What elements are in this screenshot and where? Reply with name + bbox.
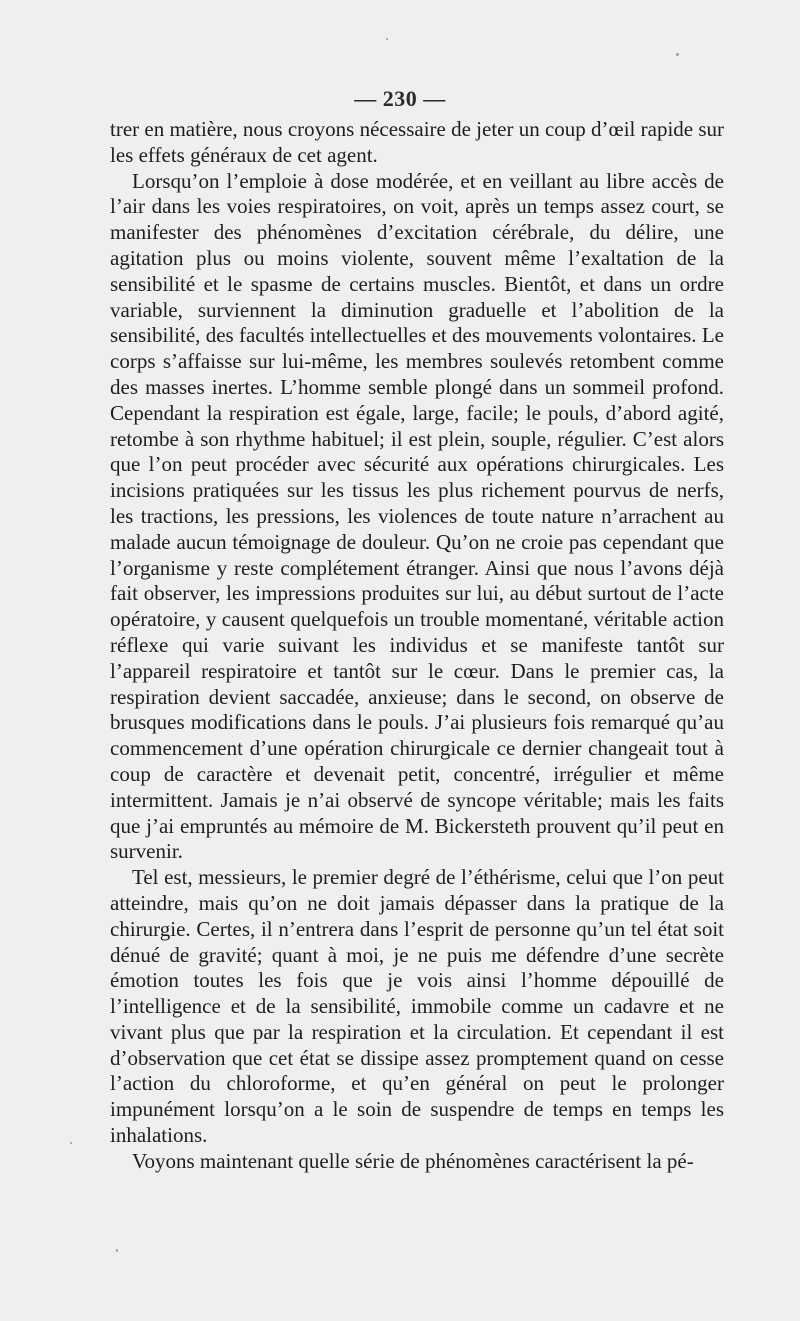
paragraph: trer en matière, nous croyons nécessaire de jeter un coup d’œil rapide sur les effets généraux de cet agent. xyxy=(110,117,725,167)
page-number: — 230 — xyxy=(354,86,446,111)
body-text xyxy=(110,117,724,1175)
paper-speck xyxy=(386,38,388,40)
paragraph: Lorsqu’on l’emploie à dose modérée, et en veillant au libre accès de l’air dans les voies respiratoires, on voit, après un temps assez court, se manifester des phénomènes d’excitation cérébrale, du délire, une agitation plus ou moins violente, souvent même l’exaltation de la sensibilité et le spasme de certains muscles. Bientôt, et dans un ordre variable, surviennent la diminution graduelle et l’abolition de la sensibilité, des facultés intellectuelles et des mouvements volontaires. Le corps s’affaisse sur lui-même, les membres soulevés retombent comme des masses inertes. L’homme semble plongé dans un sommeil profond. Cependant la respiration est égale, large, facile; le pouls, d’abord agité, retombe à son rhythme habituel; il est plein, souple, régulier. C’est alors que l’on peut procéder avec sécurité aux opérations chirurgicales. Les incisions pratiquées sur les tissus les plus richement pourvus de nerfs, les tractions, les pressions, les violences de toute nature n’arrachent au malade aucun témoignage de douleur. Qu’on ne croie pas cependant que l’organisme y reste complétement étranger. Ainsi que nous l’avons déjà fait observer, les impressions produites sur lui, au début surtout de l’acte opératoire, y causent quelquefois un trouble momentané, véritable action réflexe qui varie suivant les individus et se manifeste tantôt sur l’appareil respiratoire et tantôt sur le cœur. Dans le premier cas, la respiration devient saccadée, anxieuse; dans le second, on observe de brusques modifications dans le pouls. J’ai plusieurs fois remarqué qu’au commencement d’une opération chirurgicale ce dernier changeait tout à coup de caractère et devenait petit, concentré, irrégulier et même intermittent. Jamais je n’ai observé de syncope véritable; mais les faits que j’ai empruntés au mémoire de M. Bickersteth prouvent qu’il peut en survenir. xyxy=(110,168,724,864)
paragraph: Voyons maintenant quelle série de phénomènes caractérisent la pé- xyxy=(132,1148,694,1173)
paper-speck xyxy=(676,53,679,56)
paper-speck xyxy=(70,1142,72,1144)
paragraph: Tel est, messieurs, le premier degré de l’éthérisme, celui que l’on peut atteindre, mais qu’on ne doit jamais dépasser dans la pratique de la chirurgie. Certes, il n’entrera dans l’esprit de personne qu’un tel état soit dénué de gravité; quant à moi, je ne puis me défendre d’une secrète émotion toutes les fois que je vois ainsi l’homme dépouillé de l’intelligence et de la sensibilité, immobile comme un cadavre et ne vivant plus que par la respiration et la circulation. Et cependant il est d’observation que cet état se dissipe assez promptement quand on cesse l’action du chloroforme, et qu’en général on peut le prolonger impunément lorsqu’on a le soin de suspendre de temps en temps les inhalations. xyxy=(110,865,724,1148)
paper-speck xyxy=(116,1249,118,1252)
